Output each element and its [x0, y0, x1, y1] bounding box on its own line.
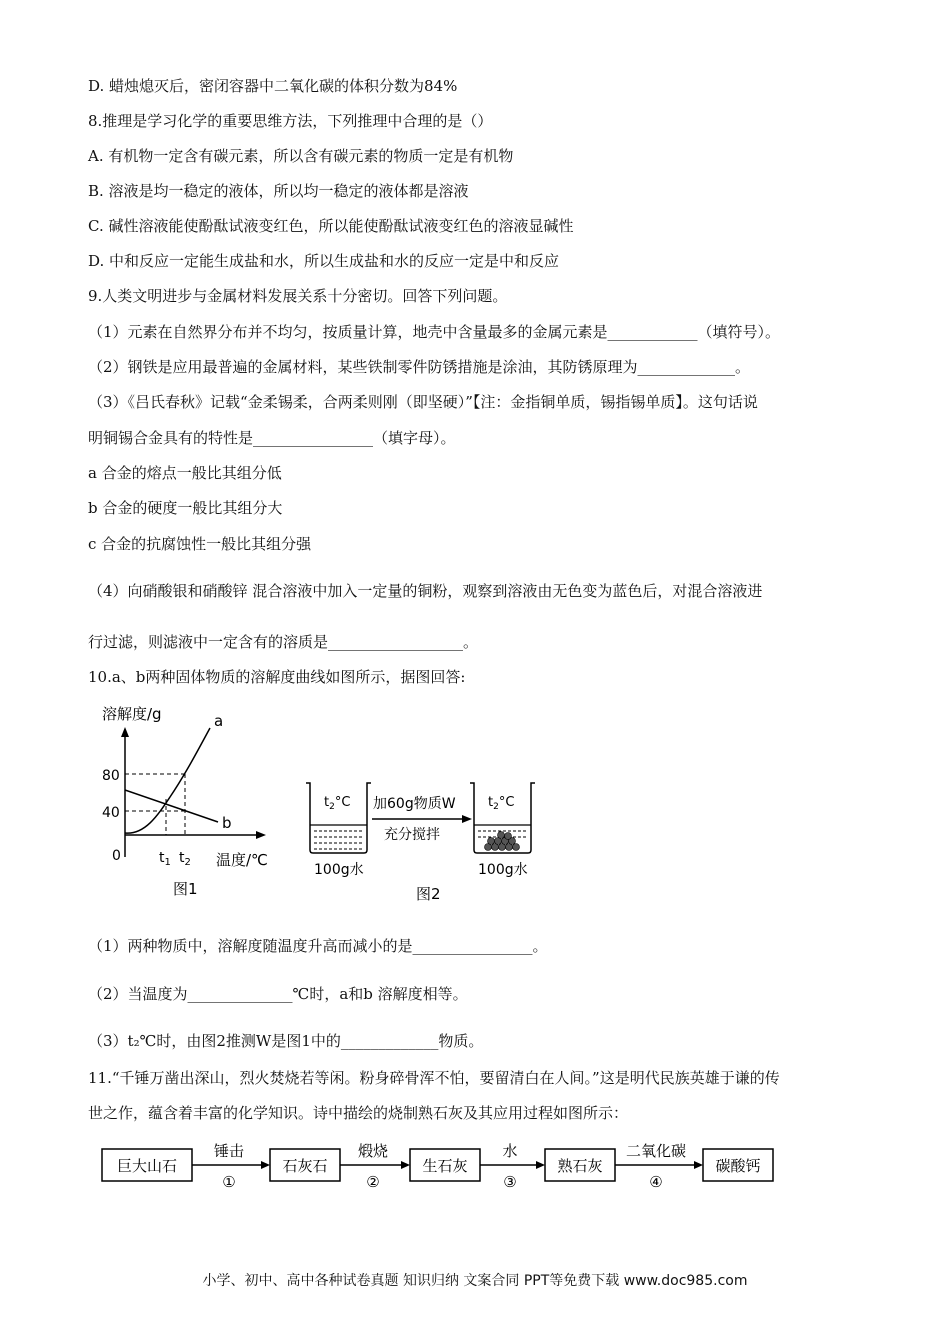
fig1-ytick-40: 40: [102, 805, 120, 821]
lime-process-flow: [95, 1135, 785, 1195]
flow-box-slaked-lime: 熟石灰: [557, 1157, 603, 1175]
q11-stem-line-2: 世之作，蕴含着丰富的化学知识。诗中描绘的烧制熟石灰及其应用过程如图所示：: [88, 1104, 629, 1122]
q8-stem: 8.推理是学习化学的重要思维方法，下列推理中合理的是（）: [88, 112, 493, 130]
q9-part-2: （2）钢铁是应用最普遍的金属材料，某些铁制零件防锈措施是涂油，其防锈原理为_____________。: [88, 358, 751, 376]
flow-box-boulder: 巨大山石: [116, 1157, 178, 1175]
solubility-figure-1: [90, 700, 290, 900]
q9-choice-a: a 合金的熔点一般比其组分低: [88, 464, 282, 482]
q9-choice-b: b 合金的硬度一般比其组分大: [88, 499, 283, 517]
fig2-undissolved-solid: [485, 832, 520, 851]
q8-option-d: D. 中和反应一定能生成盐和水，所以生成盐和水的反应一定是中和反应: [88, 252, 560, 270]
fig1-curve-a-label: a: [214, 712, 224, 730]
fig2-right-water-label: 100g水: [478, 862, 528, 878]
q10-part-1: （1）两种物质中，溶解度随温度升高而减小的是________________。: [88, 937, 548, 955]
fig1-caption: 图1: [173, 880, 198, 898]
q10-stem: 10.a、b两种固体物质的溶解度曲线如图所示，据图回答:: [88, 668, 466, 686]
fig1-ytick-80: 80: [102, 768, 120, 784]
flow-box-quicklime: 生石灰: [422, 1157, 468, 1175]
flow-step-4-label: 二氧化碳: [625, 1142, 687, 1160]
flow-step-1-number: ①: [222, 1173, 236, 1191]
q9-part-1: （1）元素在自然界分布并不均匀，按质量计算，地壳中含量最多的金属元素是____________（填符号）。: [88, 323, 781, 341]
q9-stem: 9.人类文明进步与金属材料发展关系十分密切。回答下列问题。: [88, 287, 508, 305]
q7-option-d: D. 蜡烛熄灭后，密闭容器中二氧化碳的体积分数为84%: [88, 77, 458, 95]
flow-step-2-label: 煅烧: [357, 1142, 389, 1160]
fig1-ylabel: 溶解度/g: [102, 705, 162, 723]
q9-part-3-line-2: 明铜锡合金具有的特性是________________（填字母）。: [88, 429, 456, 447]
flow-box-calcium-carbonate: 碳酸钙: [715, 1157, 761, 1175]
q8-option-a: A. 有机物一定含有碳元素，所以含有碳元素的物质一定是有机物: [88, 147, 514, 165]
fig1-xtick-t2: $t_2$: [179, 850, 191, 868]
beaker-figure-2: [300, 775, 540, 905]
q10-part-3: （3）t₂℃时，由图2推测W是图1中的_____________物质。: [88, 1032, 484, 1050]
fig1-curve-b-label: b: [222, 814, 232, 832]
flow-step-3-label: 水: [502, 1142, 518, 1160]
q9-choice-c: c 合金的抗腐蚀性一般比其组分强: [88, 535, 312, 553]
flow-step-2-number: ②: [366, 1173, 380, 1191]
page-footer: 小学、初中、高中各种试卷真题 知识归纳 文案合同 PPT等免费下载 www.doc985.com: [202, 1273, 748, 1289]
fig2-caption: 图2: [416, 885, 441, 903]
fig1-xlabel: 温度/℃: [216, 851, 268, 869]
fig2-arrow-bottom: 充分搅拌: [384, 827, 440, 843]
fig2-left-beaker-temp: $t_2^\circ C$: [324, 795, 351, 812]
q8-option-b: B. 溶液是均一稳定的液体，所以均一稳定的液体都是溶液: [88, 182, 469, 200]
flow-step-1-label: 锤击: [213, 1142, 245, 1160]
flow-box-limestone: 石灰石: [282, 1157, 328, 1175]
fig2-left-water-label: 100g水: [314, 862, 364, 878]
flow-step-3-number: ③: [503, 1173, 517, 1191]
q9-part-3-line-1: （3）《吕氏春秋》记载“金柔锡柔，合两柔则刚（即坚硬）”【注：金指铜单质，锡指锡单质】。这句话说: [88, 393, 758, 411]
flow-step-4-number: ④: [649, 1173, 663, 1191]
fig1-xtick-t1: $t_1$: [159, 850, 171, 868]
q10-part-2: （2）当温度为______________℃时，a和b 溶解度相等。: [88, 985, 468, 1003]
q8-option-c: C. 碱性溶液能使酚酞试液变红色，所以能使酚酞试液变红色的溶液显碱性: [88, 217, 574, 235]
q11-stem-line-1: 11.“千锤万凿出深山，烈火焚烧若等闲。粉身碎骨浑不怕，要留清白在人间。”这是明代民族英雄于谦的传: [88, 1069, 780, 1087]
fig2-arrow-top: 加60g物质W: [373, 796, 456, 812]
fig1-origin: 0: [112, 848, 121, 864]
q9-part-4-line-1: （4）向硝酸银和硝酸锌 混合溶液中加入一定量的铜粉，观察到溶液由无色变为蓝色后，对混合溶液进: [88, 582, 763, 600]
q9-part-4-line-2: 行过滤，则滤液中一定含有的溶质是__________________。: [88, 633, 479, 651]
fig2-right-beaker-temp: $t_2^\circ C$: [488, 795, 515, 812]
